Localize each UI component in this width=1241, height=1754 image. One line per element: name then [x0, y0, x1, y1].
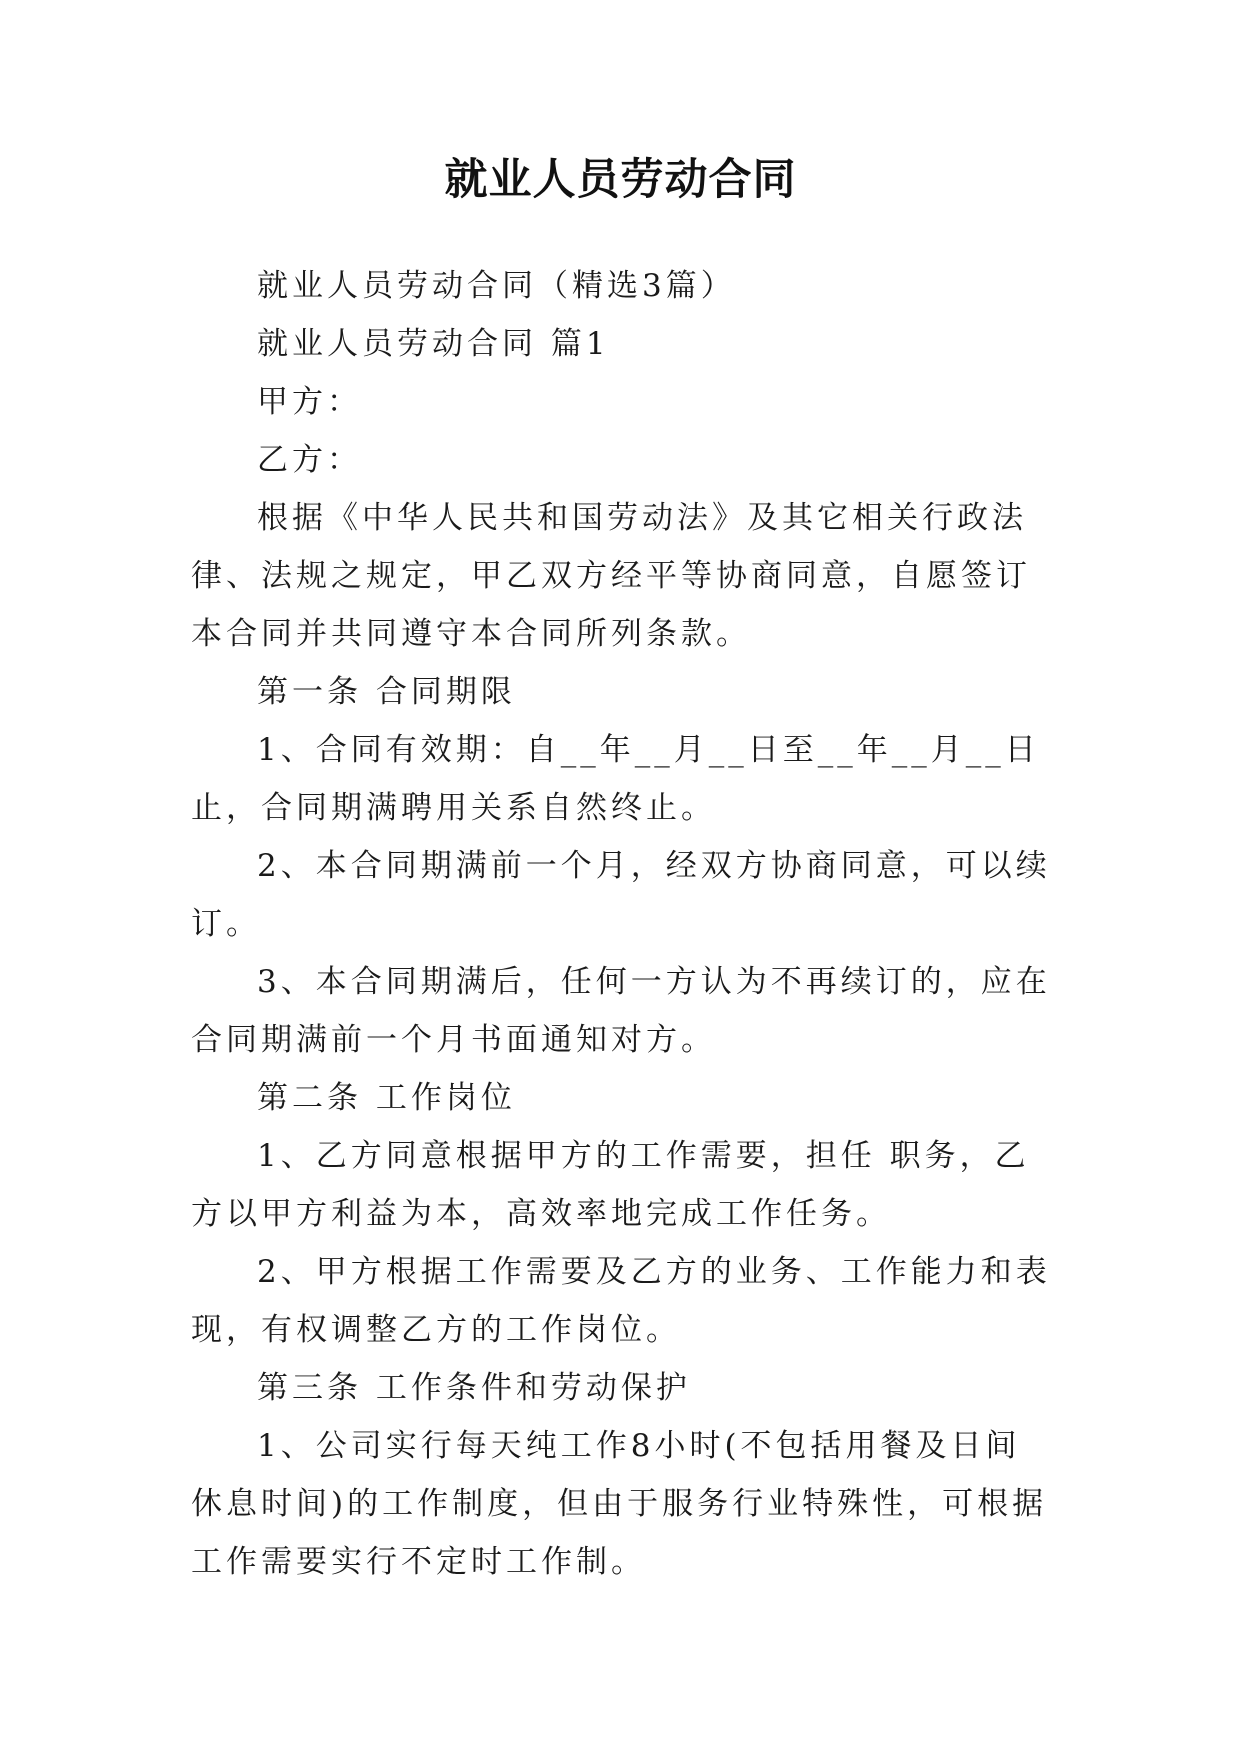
paragraph-subtitle: 就业人员劳动合同（精选3篇） — [257, 268, 736, 304]
article-heading-1: 第一条 合同期限 — [257, 674, 516, 710]
paragraph-section-heading: 就业人员劳动合同 篇1 — [257, 326, 610, 362]
paragraph-clause: 1、合同有效期：自__年__月__日至__年__月__日止，合同期满聘用关系自然终止。 — [191, 732, 1040, 826]
paragraph-party-b: 乙方： — [257, 442, 362, 478]
paragraph-party-a: 甲方： — [257, 384, 362, 420]
paragraph-clause: 2、本合同期满前一个月，经双方协商同意，可以续订。 — [191, 848, 1051, 942]
paragraph-preamble: 根据《中华人民共和国劳动法》及其它相关行政法律、法规之规定，甲乙双方经平等协商同意，自愿签订本合同并共同遵守本合同所列条款。 — [191, 500, 1031, 652]
document-title: 就业人员劳动合同 — [444, 155, 797, 205]
article-heading-2: 第二条 工作岗位 — [257, 1080, 516, 1116]
paragraph-clause: 1、公司实行每天纯工作8小时(不包括用餐及日间休息时间)的工作制度，但由于服务行业特殊性，可根据工作需要实行不定时工作制。 — [191, 1428, 1048, 1580]
paragraph-clause: 1、乙方同意根据甲方的工作需要，担任 职务，乙方以甲方利益为本，高效率地完成工作任务。 — [191, 1138, 1030, 1232]
document-body — [191, 257, 1051, 1591]
article-heading-3: 第三条 工作条件和劳动保护 — [257, 1370, 691, 1406]
paragraph-clause: 2、甲方根据工作需要及乙方的业务、工作能力和表现，有权调整乙方的工作岗位。 — [191, 1254, 1051, 1348]
paragraph-clause: 3、本合同期满后，任何一方认为不再续订的，应在合同期满前一个月书面通知对方。 — [191, 964, 1051, 1058]
